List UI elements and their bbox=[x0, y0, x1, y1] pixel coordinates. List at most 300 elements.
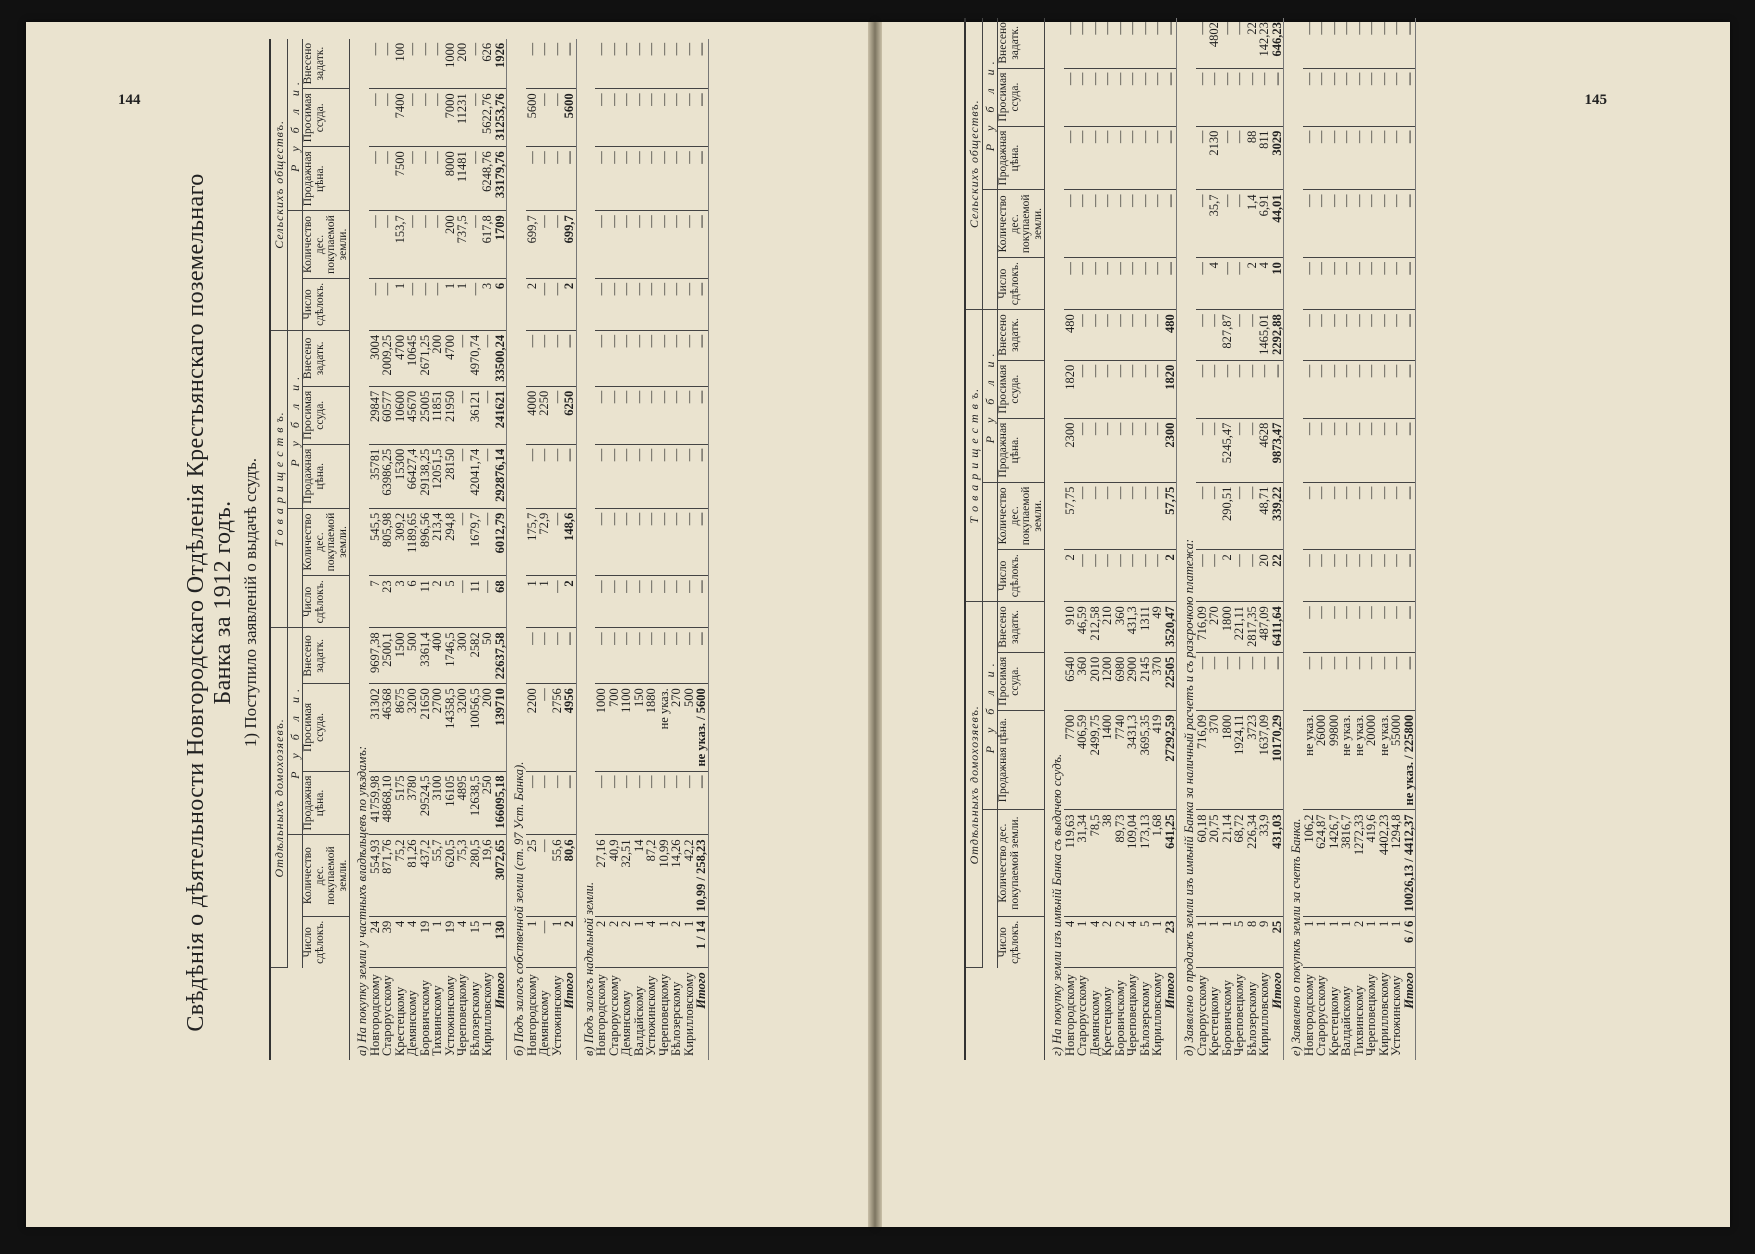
cell-value: 699,7 bbox=[526, 211, 539, 279]
cell-value: — bbox=[1151, 126, 1164, 190]
column-header: Продажная цѣна. bbox=[303, 444, 350, 508]
cell-value: 406,59 bbox=[1076, 710, 1089, 810]
cell-value: 210 bbox=[1101, 602, 1114, 652]
cell-value: 1 bbox=[1303, 916, 1316, 968]
cell-value: — bbox=[1233, 18, 1246, 68]
cell-value: 2500,1 bbox=[381, 628, 394, 684]
cell-value: 1500 bbox=[394, 628, 407, 684]
cell-value: 25005 bbox=[419, 386, 432, 444]
cell-value: 700 bbox=[608, 684, 621, 771]
cell-value: 200 bbox=[456, 39, 469, 89]
table-row bbox=[1353, 18, 1366, 1060]
cell-value: 1 bbox=[431, 916, 444, 968]
cell-value: 554,93 bbox=[369, 835, 382, 916]
cell-value: — bbox=[1365, 126, 1378, 190]
cell-value: — bbox=[1378, 190, 1391, 258]
cell-value: — bbox=[1246, 482, 1259, 550]
cell-value: — bbox=[551, 147, 564, 211]
cell-value: 45670 bbox=[406, 386, 419, 444]
cell-value: — bbox=[1233, 360, 1246, 418]
total-value: 10 bbox=[1271, 258, 1284, 310]
total-value: — bbox=[1164, 190, 1177, 258]
cell-value: — bbox=[419, 147, 432, 211]
cell-value: — bbox=[1303, 602, 1316, 652]
cell-value: — bbox=[1076, 190, 1089, 258]
total-value: — bbox=[1164, 126, 1177, 190]
cell-value: — bbox=[1101, 18, 1114, 68]
region-name: Устюжинскому bbox=[549, 975, 564, 1056]
total-value: — bbox=[1403, 68, 1416, 126]
total-label: Итого bbox=[563, 968, 576, 1060]
cell-value: — bbox=[1340, 190, 1353, 258]
cell-value: — bbox=[1114, 550, 1127, 602]
cell-value: 55,7 bbox=[431, 835, 444, 916]
cell-value: — bbox=[658, 89, 671, 147]
cell-value: — bbox=[1114, 18, 1127, 68]
cell-value: 99800 bbox=[1328, 710, 1341, 810]
cell-value: 4700 bbox=[444, 330, 457, 386]
cell-value: 1 bbox=[658, 916, 671, 968]
cell-value: 63986,25 bbox=[381, 444, 394, 508]
table-row bbox=[645, 39, 658, 1060]
cell-value: — bbox=[1378, 360, 1391, 418]
cell-value: — bbox=[1076, 68, 1089, 126]
cell-value: 1200 bbox=[1101, 652, 1114, 710]
cell-value: 33,9 bbox=[1258, 810, 1271, 916]
cell-value: 4802 bbox=[1208, 18, 1221, 68]
cell-value: — bbox=[1089, 482, 1102, 550]
cell-value: 4628 bbox=[1258, 418, 1271, 482]
cell-value: 10056,5 bbox=[469, 684, 482, 771]
cell-value: — bbox=[1151, 550, 1164, 602]
total-value: — bbox=[1403, 310, 1416, 360]
cell-value: — bbox=[645, 147, 658, 211]
cell-value: 15300 bbox=[394, 444, 407, 508]
cell-value: — bbox=[551, 576, 564, 628]
total-value: 10,99 / 258,23 bbox=[695, 835, 708, 916]
cell-value: — bbox=[369, 278, 382, 330]
table-row bbox=[1390, 18, 1403, 1060]
cell-value: — bbox=[538, 771, 551, 835]
cell-value: 5245,47 bbox=[1221, 418, 1234, 482]
total-value: 241621 bbox=[494, 386, 507, 444]
cell-value: — bbox=[683, 628, 696, 684]
cell-value: — bbox=[620, 89, 633, 147]
cell-value: — bbox=[431, 39, 444, 89]
cell-value: 55,6 bbox=[551, 835, 564, 916]
cell-value: — bbox=[406, 89, 419, 147]
table-row bbox=[369, 39, 382, 1060]
cell-value: 1 bbox=[1076, 916, 1089, 968]
total-value: не указ. / 225800 bbox=[1403, 710, 1416, 810]
cell-value: — bbox=[1126, 190, 1139, 258]
region-name: Кирилловскому bbox=[681, 972, 696, 1056]
cell-value: — bbox=[456, 576, 469, 628]
cell-value: — bbox=[670, 508, 683, 576]
cell-value: 4 bbox=[1089, 916, 1102, 968]
cell-value: 29524,5 bbox=[419, 771, 432, 835]
cell-value: 11851 bbox=[431, 386, 444, 444]
group-header-communities: Сельскихъ обществъ. bbox=[965, 18, 983, 310]
cell-value: — bbox=[381, 147, 394, 211]
column-header: Число сдѣлокъ. bbox=[998, 550, 1045, 602]
cell-value: 1294,8 bbox=[1390, 810, 1403, 916]
cell-value: 10600 bbox=[394, 386, 407, 444]
cell-value: — bbox=[1303, 126, 1316, 190]
total-value: 10026,13 / 4412,37 bbox=[1403, 810, 1416, 916]
cell-value: — bbox=[1064, 126, 1077, 190]
table-row bbox=[620, 39, 633, 1060]
cell-value: 7740 bbox=[1114, 710, 1127, 810]
region-name: Демянскому bbox=[537, 990, 551, 1056]
cell-value: 1426,7 bbox=[1328, 810, 1341, 916]
cell-value: — bbox=[1258, 652, 1271, 710]
cell-value: 20000 bbox=[1365, 710, 1378, 810]
cell-value: — bbox=[1139, 68, 1152, 126]
cell-value: 3695,35 bbox=[1139, 710, 1152, 810]
total-value: 3520,47 bbox=[1164, 602, 1177, 652]
cell-value: 1 bbox=[1208, 916, 1221, 968]
cell-value: 4 bbox=[1208, 258, 1221, 310]
cell-value: — bbox=[1139, 550, 1152, 602]
cell-value: — bbox=[469, 39, 482, 89]
cell-value: — bbox=[1390, 310, 1403, 360]
cell-value: 11231 bbox=[456, 89, 469, 147]
cell-value: 1 bbox=[481, 916, 494, 968]
cell-value: 4 bbox=[1258, 258, 1271, 310]
cell-value: — bbox=[381, 89, 394, 147]
cell-value: 9 bbox=[1258, 916, 1271, 968]
cell-value: — bbox=[381, 39, 394, 89]
cell-value: 2817,35 bbox=[1246, 602, 1259, 652]
cell-value: — bbox=[1390, 126, 1403, 190]
cell-value: — bbox=[670, 386, 683, 444]
cell-value: 175,7 bbox=[526, 508, 539, 576]
cell-value: — bbox=[1365, 68, 1378, 126]
cell-value: — bbox=[645, 386, 658, 444]
cell-value: — bbox=[633, 576, 646, 628]
cell-value: 3361,4 bbox=[419, 628, 432, 684]
region-name: Крестецкому bbox=[1100, 986, 1114, 1056]
cell-value: — bbox=[1303, 550, 1316, 602]
cell-value: 294,8 bbox=[444, 508, 457, 576]
cell-value: 4 bbox=[456, 916, 469, 968]
cell-value: — bbox=[645, 444, 658, 508]
cell-value: — bbox=[1233, 68, 1246, 126]
cell-value: — bbox=[1196, 18, 1209, 68]
cell-value: — bbox=[538, 89, 551, 147]
cell-value: — bbox=[1221, 190, 1234, 258]
cell-value: — bbox=[1208, 68, 1221, 126]
cell-value: 2200 bbox=[526, 684, 539, 771]
cell-value: — bbox=[670, 211, 683, 279]
cell-value: 7000 bbox=[444, 89, 457, 147]
total-value: 22505 bbox=[1164, 652, 1177, 710]
cell-value: 871,76 bbox=[381, 835, 394, 916]
cell-value: — bbox=[1328, 190, 1341, 258]
total-value: — bbox=[695, 508, 708, 576]
cell-value: — bbox=[1328, 482, 1341, 550]
cell-value: 5622,76 bbox=[481, 89, 494, 147]
cell-value: 119,63 bbox=[1064, 810, 1077, 916]
region-name: Устюжинскому bbox=[1389, 975, 1403, 1056]
cell-value: — bbox=[526, 444, 539, 508]
cell-value: — bbox=[620, 386, 633, 444]
region-name: Старорусскому bbox=[1075, 975, 1089, 1056]
cell-value: — bbox=[1315, 18, 1328, 68]
cell-value: — bbox=[1315, 310, 1328, 360]
table-row bbox=[1208, 18, 1221, 1060]
cell-value: 29138,25 bbox=[419, 444, 432, 508]
cell-value: 1924,11 bbox=[1233, 710, 1246, 810]
cell-value: 360 bbox=[1076, 652, 1089, 710]
total-value: — bbox=[695, 211, 708, 279]
cell-value: — bbox=[1315, 550, 1328, 602]
cell-value: — bbox=[608, 147, 621, 211]
cell-value: — bbox=[551, 386, 564, 444]
cell-value: — bbox=[620, 330, 633, 386]
cell-value: — bbox=[369, 147, 382, 211]
cell-value: — bbox=[658, 386, 671, 444]
cell-value: — bbox=[481, 386, 494, 444]
cell-value: 2 bbox=[526, 278, 539, 330]
cell-value: 6980 bbox=[1114, 652, 1127, 710]
cell-value: 437,2 bbox=[419, 835, 432, 916]
cell-value: — bbox=[1076, 482, 1089, 550]
cell-value: — bbox=[1390, 482, 1403, 550]
cell-value: — bbox=[1390, 258, 1403, 310]
cell-value: — bbox=[1315, 68, 1328, 126]
table-row bbox=[1378, 18, 1391, 1060]
unit-header: Р у б л и. bbox=[288, 330, 303, 508]
cell-value: 42041,74 bbox=[469, 444, 482, 508]
cell-value: — bbox=[633, 211, 646, 279]
total-value: 2300 bbox=[1164, 418, 1177, 482]
cell-value: — bbox=[620, 39, 633, 89]
cell-value: — bbox=[1126, 550, 1139, 602]
cell-value: — bbox=[1089, 190, 1102, 258]
total-value: — bbox=[1164, 18, 1177, 68]
region-name: Старорусскому bbox=[380, 975, 394, 1056]
cell-value: — bbox=[1101, 418, 1114, 482]
total-value: 80,6 bbox=[563, 835, 576, 916]
cell-value: — bbox=[1340, 652, 1353, 710]
cell-value: 5 bbox=[1139, 916, 1152, 968]
cell-value: — bbox=[1208, 418, 1221, 482]
cell-value: — bbox=[608, 89, 621, 147]
cell-value: 21650 bbox=[419, 684, 432, 771]
cell-value: — bbox=[1378, 418, 1391, 482]
cell-value: 1,4 bbox=[1246, 190, 1259, 258]
cell-value: — bbox=[1328, 550, 1341, 602]
cell-value: — bbox=[1378, 18, 1391, 68]
cell-value: 226,34 bbox=[1246, 810, 1259, 916]
table-row bbox=[1139, 18, 1152, 1060]
cell-value: 40,9 bbox=[608, 835, 621, 916]
cell-value: — bbox=[1196, 68, 1209, 126]
column-header: Количество дес. покупаемой земли. bbox=[303, 508, 350, 576]
cell-value: — bbox=[1114, 360, 1127, 418]
cell-value: — bbox=[381, 278, 394, 330]
region-name: Кирилловскому bbox=[1257, 972, 1271, 1056]
cell-value: 2145 bbox=[1139, 652, 1152, 710]
cell-value: 2 bbox=[1221, 550, 1234, 602]
cell-value: 1 bbox=[538, 576, 551, 628]
cell-value: — bbox=[1151, 68, 1164, 126]
cell-value: 360 bbox=[1114, 602, 1127, 652]
cell-value: — bbox=[1328, 258, 1341, 310]
unit-header: Р у б л и. bbox=[288, 628, 303, 835]
cell-value: — bbox=[1303, 68, 1316, 126]
total-value: 1820 bbox=[1164, 360, 1177, 418]
region-name: Валдайскому bbox=[631, 986, 646, 1056]
total-value: 2 bbox=[563, 576, 576, 628]
cell-value: — bbox=[1208, 550, 1221, 602]
cell-value: — bbox=[658, 211, 671, 279]
table-row bbox=[1076, 18, 1089, 1060]
cell-value: — bbox=[1365, 190, 1378, 258]
table-row bbox=[526, 39, 539, 1060]
cell-value: 3816,7 bbox=[1340, 810, 1353, 916]
cell-value: — bbox=[551, 330, 564, 386]
total-value: — bbox=[1403, 550, 1416, 602]
cell-value: — bbox=[1365, 652, 1378, 710]
cell-value: — bbox=[431, 89, 444, 147]
cell-value: — bbox=[1196, 652, 1209, 710]
region-name: Устюжинскому bbox=[442, 975, 457, 1056]
region-name: Старорусскому bbox=[606, 975, 621, 1056]
cell-value: 212,58 bbox=[1089, 602, 1102, 652]
cell-value: 22 bbox=[1246, 18, 1259, 68]
cell-value: — bbox=[1114, 418, 1127, 482]
cell-value: 1189,65 bbox=[406, 508, 419, 576]
cell-value: 1,68 bbox=[1151, 810, 1164, 916]
cell-value: — bbox=[658, 278, 671, 330]
cell-value: — bbox=[1208, 310, 1221, 360]
cell-value: 24 bbox=[369, 916, 382, 968]
cell-value: — bbox=[645, 771, 658, 835]
cell-value: 10645 bbox=[406, 330, 419, 386]
cell-value: 4700 bbox=[394, 330, 407, 386]
total-value: 431,03 bbox=[1271, 810, 1284, 916]
column-header: Продажная цѣна. bbox=[303, 147, 350, 211]
table-row bbox=[1365, 18, 1378, 1060]
cell-value: 68,72 bbox=[1233, 810, 1246, 916]
table-row bbox=[1114, 18, 1127, 1060]
total-value: 166095,18 bbox=[494, 771, 507, 835]
total-label: Итого bbox=[1271, 968, 1284, 1060]
cell-value: — bbox=[683, 330, 696, 386]
cell-value: 270 bbox=[670, 684, 683, 771]
cell-value: — bbox=[1246, 652, 1259, 710]
region-name: Боровичскому bbox=[1219, 980, 1234, 1056]
total-value: — bbox=[1403, 652, 1416, 710]
cell-value: — bbox=[1114, 258, 1127, 310]
cell-value: 737,5 bbox=[456, 211, 469, 279]
cell-value: 1 bbox=[1378, 916, 1391, 968]
cell-value: — bbox=[1315, 652, 1328, 710]
cell-value: 3200 bbox=[406, 684, 419, 771]
cell-value: — bbox=[1340, 360, 1353, 418]
column-header: Просимая ссуда. bbox=[303, 89, 350, 147]
table-row bbox=[551, 39, 564, 1060]
cell-value: 480 bbox=[1064, 310, 1077, 360]
cell-value: 89,73 bbox=[1114, 810, 1127, 916]
cell-value: — bbox=[645, 39, 658, 89]
total-value: — bbox=[1403, 418, 1416, 482]
cell-value: 150 bbox=[633, 684, 646, 771]
total-value: 2 bbox=[563, 278, 576, 330]
cell-value: — bbox=[645, 508, 658, 576]
cell-value: — bbox=[406, 211, 419, 279]
book-spine bbox=[868, 22, 882, 1227]
cell-value: 35,7 bbox=[1208, 190, 1221, 258]
cell-value: — bbox=[1221, 652, 1234, 710]
cell-value: 2 bbox=[608, 916, 621, 968]
total-value: 33500,24 bbox=[494, 330, 507, 386]
cell-value: — bbox=[658, 771, 671, 835]
cell-value: — bbox=[595, 508, 608, 576]
cell-value: — bbox=[620, 444, 633, 508]
cell-value: — bbox=[481, 508, 494, 576]
cell-value: 11 bbox=[419, 576, 432, 628]
cell-value: 2756 bbox=[551, 684, 564, 771]
table-row bbox=[469, 39, 482, 1060]
cell-value: — bbox=[456, 508, 469, 576]
total-value: — bbox=[1403, 126, 1416, 190]
cell-value: — bbox=[620, 278, 633, 330]
column-header: Количество дес. покупаемой земли. bbox=[998, 810, 1045, 916]
cell-value: 3723 bbox=[1246, 710, 1259, 810]
cell-value: — bbox=[1208, 482, 1221, 550]
total-value: 9873,47 bbox=[1271, 418, 1284, 482]
cell-value: 716,09 bbox=[1196, 602, 1209, 652]
column-header: Просимая ссуда. bbox=[303, 684, 350, 771]
column-header: Продажная цѣна. bbox=[998, 710, 1045, 810]
region-name: Крестецкому bbox=[1207, 986, 1221, 1056]
table-row bbox=[538, 39, 551, 1060]
cell-value: — bbox=[551, 628, 564, 684]
cell-value: 1 bbox=[551, 916, 564, 968]
cell-value: — bbox=[1196, 310, 1209, 360]
cell-value: — bbox=[595, 576, 608, 628]
cell-value: — bbox=[670, 89, 683, 147]
cell-value: — bbox=[431, 147, 444, 211]
cell-value: 1679,7 bbox=[469, 508, 482, 576]
cell-value: — bbox=[369, 89, 382, 147]
total-value: 44,01 bbox=[1271, 190, 1284, 258]
cell-value: 1 bbox=[1328, 916, 1341, 968]
cell-value: 1000 bbox=[444, 39, 457, 89]
column-header: Число сдѣлокъ. bbox=[998, 916, 1045, 968]
table-row bbox=[431, 39, 444, 1060]
cell-value: 2 bbox=[1353, 916, 1366, 968]
cell-value: — bbox=[1340, 418, 1353, 482]
cell-value: 811 bbox=[1258, 126, 1271, 190]
cell-value: 6 bbox=[406, 576, 419, 628]
cell-value: 23 bbox=[381, 576, 394, 628]
cell-value: — bbox=[1353, 18, 1366, 68]
region-name: Старорусскому bbox=[1314, 975, 1328, 1056]
cell-value: — bbox=[456, 386, 469, 444]
total-value: 22637,58 bbox=[494, 628, 507, 684]
table-row bbox=[1126, 18, 1139, 1060]
cell-value: — bbox=[1315, 418, 1328, 482]
cell-value: — bbox=[406, 147, 419, 211]
cell-value: — bbox=[1114, 126, 1127, 190]
cell-value: 1 bbox=[1340, 916, 1353, 968]
table-row bbox=[633, 39, 646, 1060]
